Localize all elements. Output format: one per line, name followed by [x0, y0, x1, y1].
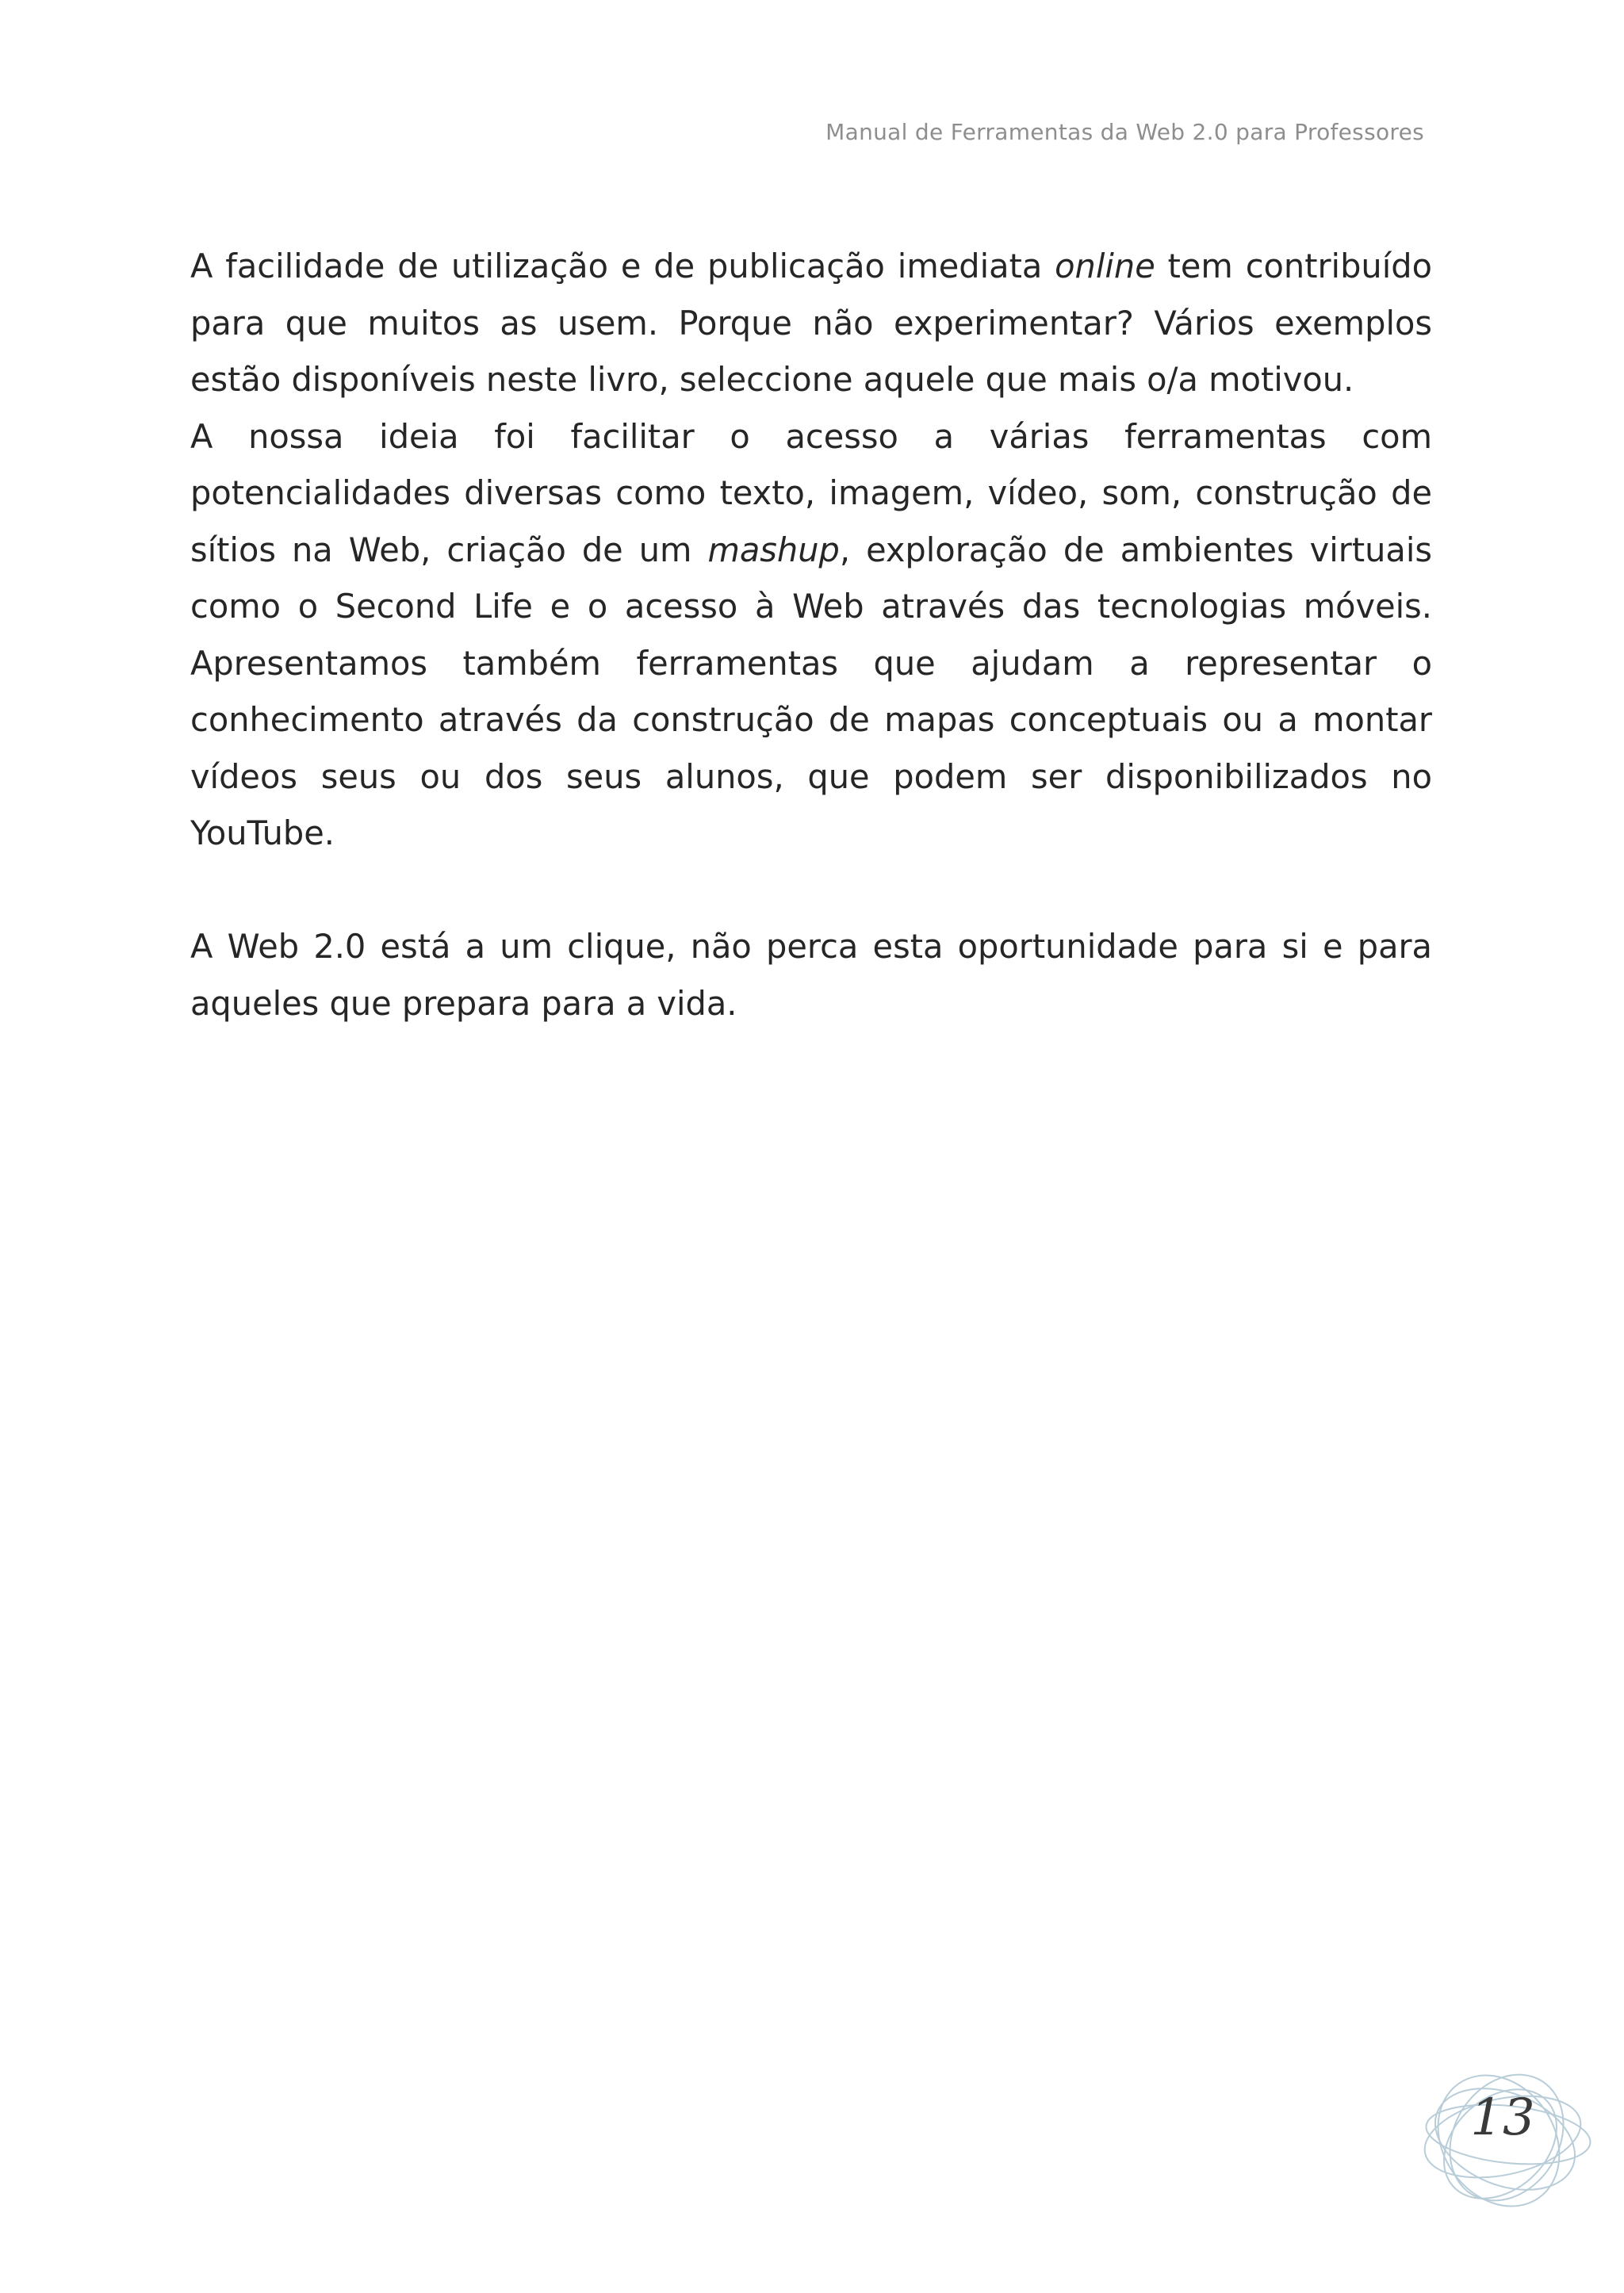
paragraph-1-text-end: tem contribuído para que muitos as usem. Porque não experimentar? Vários exemplos estão disponíveis neste livro, seleccione aquele que mais o/a motivou.: [190, 247, 1432, 399]
paragraph-2-text-end: , exploração de ambientes virtuais como o Second Life e o acesso à Web através das tecnologias móveis. Apresentamos também ferramentas que ajudam a representar o conhecimento através da construção de mapas conceptuais ou a montar vídeos seus ou dos seus alunos, que podem ser disponibilizados no YouTube.: [190, 530, 1432, 852]
paragraph-1: [190, 238, 1432, 408]
paragraph-2-text-start: A nossa ideia foi facilitar o acesso a várias ferramentas com potencialidades diversas como texto, imagem, vídeo, som, construção de sítios na Web, criação de um: [190, 416, 1432, 569]
paragraph-2-emphasis: mashup: [707, 530, 840, 569]
paragraph-2: [190, 408, 1432, 862]
paragraph-3: A Web 2.0 está a um clique, não perca esta oportunidade para si e para aqueles que prepara para a vida.: [190, 927, 1432, 1023]
paragraph-1-text-start: A facilidade de utilização e de publicação imediata: [190, 247, 1055, 285]
running-header: Manual de Ferramentas da Web 2.0 para Professores: [825, 119, 1424, 145]
paragraph-1-emphasis: online: [1055, 247, 1155, 285]
body-text: [190, 238, 1432, 1032]
page-number: 13: [1470, 2088, 1535, 2147]
page-number-block: [1411, 2061, 1594, 2220]
